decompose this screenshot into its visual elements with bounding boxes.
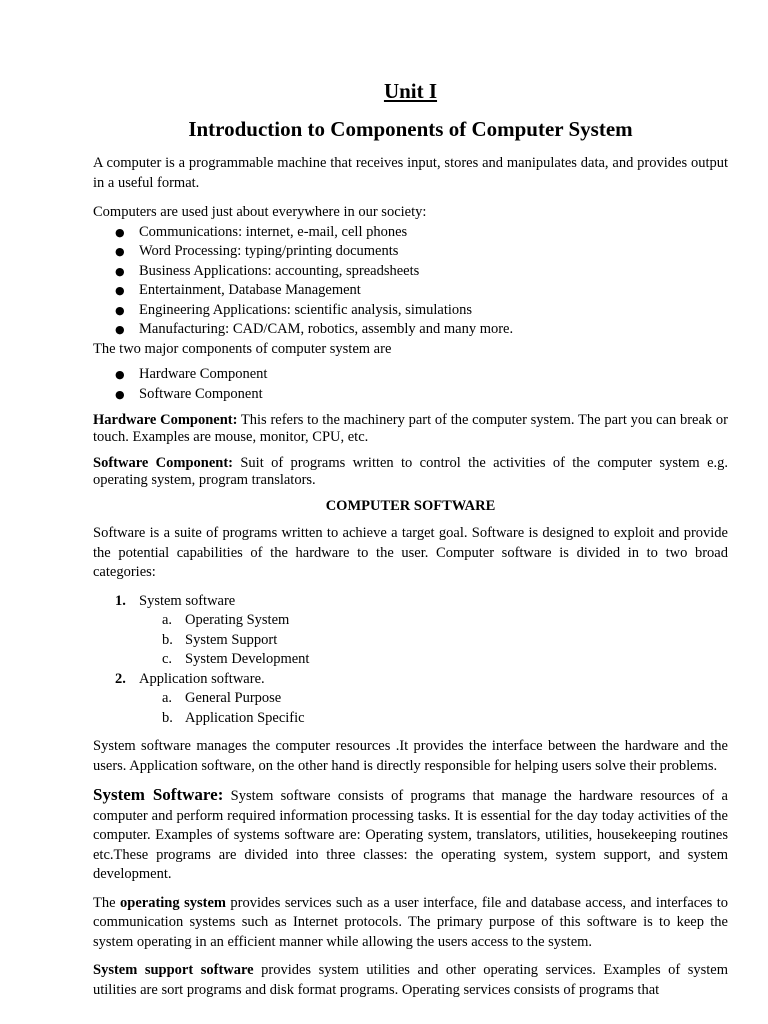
uses-list xyxy=(93,223,728,340)
subcategory-letter: a. xyxy=(162,690,173,706)
operating-system-text: provides services such as a user interface, file and database access, and interfaces to communication systems such as Internet protocols. The primary purpose of this software is to keep the system operating in an efficient manner while allowing the users access to the system. xyxy=(93,894,729,950)
system-software-label: System Software: xyxy=(93,785,224,804)
category-item xyxy=(93,670,728,690)
software-label: Software Component: xyxy=(93,455,233,471)
software-intro-paragraph: Software is a suite of programs written to achieve a target goal. Software is designed to exploit and provide the potential capabilities of the hardware to the user. Computer software is divided in to two broad categories: xyxy=(93,525,728,580)
category-number: 1. xyxy=(115,592,126,609)
category-label: System software xyxy=(139,592,236,609)
list-item: ● Word Processing: typing/printing documents xyxy=(93,242,728,262)
page-content xyxy=(93,78,728,1000)
category-number: 2. xyxy=(115,670,126,687)
definition-paragraph: A computer is a programmable machine that receives input, stores and manipulates data, and provides output in a useful format. xyxy=(93,155,728,191)
system-support-label: System support software xyxy=(93,962,254,978)
hardware-label: Hardware Component: xyxy=(93,412,238,428)
system-software-paragraph xyxy=(93,785,728,885)
software-text: Suit of programs written to control the activities of the computer system e.g. operating system, program translators. xyxy=(93,455,728,488)
hardware-paragraph xyxy=(93,412,728,446)
system-support-text: provides system utilities and other operating services. Examples of system utilities are sort programs and disk format programs. Operating services consists of programs that xyxy=(93,962,729,998)
operating-system-pre: The xyxy=(93,894,121,911)
uses-lead: Computers are used just about everywhere in our society: xyxy=(93,204,427,220)
subcategory-label: System Development xyxy=(185,651,310,667)
subcategory-label: General Purpose xyxy=(185,690,282,706)
list-item: ● Entertainment, Database Management xyxy=(93,281,728,301)
category-item xyxy=(93,592,728,612)
unit-heading: Unit I xyxy=(383,79,438,103)
subcategory-label: Application Specific xyxy=(185,709,305,726)
subcategory-letter: b. xyxy=(162,631,173,648)
software-summary-paragraph: System software manages the computer resources .It provides the interface between the hardware and the users. Application software, on the other hand is directly responsible for helping users solve their problems. xyxy=(93,738,728,774)
list-item: ● Software Component xyxy=(93,385,728,405)
subcategory-label: System Support xyxy=(185,631,278,648)
computer-software-heading: COMPUTER SOFTWARE xyxy=(325,498,496,514)
components-list xyxy=(93,365,728,404)
list-item: ● Business Applications: accounting, spreadsheets xyxy=(93,262,728,282)
software-categories xyxy=(93,592,728,729)
subcategory-letter: b. xyxy=(162,709,173,726)
software-paragraph xyxy=(93,455,728,489)
list-item: ● Hardware Component xyxy=(93,365,728,385)
list-item: ● Engineering Applications: scientific analysis, simulations xyxy=(93,301,728,321)
subcategory-item xyxy=(93,631,728,651)
system-support-paragraph xyxy=(93,961,728,1000)
system-software-text: System software consists of programs that manage the hardware resources of a computer and perform required information processing tasks. It is essential for the day today activities of the computer. Examples of systems software are: Operating system, translators, utilities, housekeeping routines etc.These programs are divided into three classes: the operating system, system support, and system development. xyxy=(93,788,728,882)
subcategory-letter: a. xyxy=(162,612,173,628)
components-lead: The two major components of computer system are xyxy=(93,340,392,357)
subcategory-label: Operating System xyxy=(185,612,290,628)
hardware-text: This refers to the machinery part of the computer system. The part you can break or touch. Examples are mouse, monitor, CPU, etc. xyxy=(93,412,728,445)
subcategory-item xyxy=(93,689,728,709)
subcategory-item xyxy=(93,650,728,670)
subcategory-letter: c. xyxy=(162,651,173,667)
list-item: ● Communications: internet, e-mail, cell phones xyxy=(93,223,728,243)
operating-system-label: operating system xyxy=(120,894,226,911)
subcategory-item xyxy=(93,709,728,729)
page-title: Introduction to Components of Computer System xyxy=(188,117,633,141)
subcategory-item xyxy=(93,611,728,631)
list-item: ● Manufacturing: CAD/CAM, robotics, assembly and many more. xyxy=(93,320,728,340)
operating-system-paragraph xyxy=(93,894,728,953)
category-label: Application software. xyxy=(139,670,265,687)
